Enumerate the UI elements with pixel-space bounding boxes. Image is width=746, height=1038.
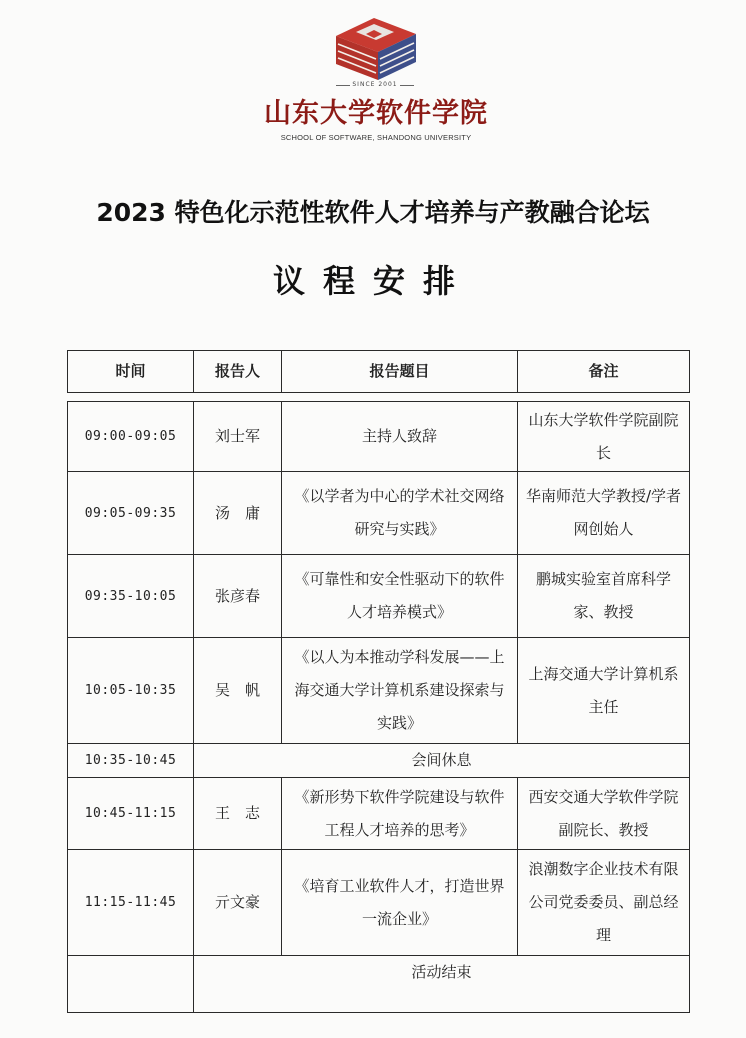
since-label: SINCE 2001: [336, 80, 414, 90]
note-cell: 华南师范大学教授/学者网创始人: [518, 472, 690, 555]
topic-cell: 《培育工业软件人才，打造世界一流企业》: [282, 850, 518, 956]
school-building-logo-icon: [330, 14, 420, 86]
table-row-end: [68, 956, 690, 1013]
topic-cell: 《新形势下软件学院建设与软件工程人才培养的思考》: [282, 778, 518, 850]
table-row: [68, 850, 690, 956]
topic-cell: 《以人为本推动学科发展——上海交通大学计算机系建设探索与实践》: [282, 638, 518, 744]
table-row-break: [68, 744, 690, 778]
speaker-cell: 刘士军: [194, 402, 282, 472]
speaker-cell: 王 志: [194, 778, 282, 850]
document-title: 2023 特色化示范性软件人才培养与产教融合论坛: [96, 198, 650, 227]
note-cell: 山东大学软件学院副院长: [518, 402, 690, 472]
time-cell: 09:05-09:35: [68, 472, 194, 555]
table-row: [68, 472, 690, 555]
header-time: 时间: [68, 351, 194, 393]
time-cell: 10:45-11:15: [68, 778, 194, 850]
speaker-cell: 张彦春: [194, 555, 282, 638]
school-name-cn: 山东大学软件学院: [264, 98, 488, 129]
speaker-cell: 汤 庸: [194, 472, 282, 555]
header-note: 备注: [518, 351, 690, 393]
topic-cell: 《以学者为中心的学术社交网络研究与实践》: [282, 472, 518, 555]
table-row: [68, 555, 690, 638]
school-name-en: SCHOOL OF SOFTWARE, SHANDONG UNIVERSITY: [280, 133, 472, 142]
table-row: [68, 778, 690, 850]
time-cell: 09:35-10:05: [68, 555, 194, 638]
note-cell: 鹏城实验室首席科学家、教授: [518, 555, 690, 638]
table-row: [68, 638, 690, 744]
table-row: [68, 402, 690, 472]
time-cell: 10:05-10:35: [68, 638, 194, 744]
speaker-cell: 吴 帆: [194, 638, 282, 744]
break-cell: 会间休息: [194, 744, 690, 778]
time-cell: 10:35-10:45: [68, 744, 194, 778]
header-speaker: 报告人: [194, 351, 282, 393]
speaker-cell: 亓文豪: [194, 850, 282, 956]
time-cell: 11:15-11:45: [68, 850, 194, 956]
topic-cell: 主持人致辞: [282, 402, 518, 472]
document-subtitle: 议程安排: [272, 262, 473, 300]
note-cell: 浪潮数字企业技术有限公司党委委员、副总经理: [518, 850, 690, 956]
note-cell: 上海交通大学计算机系主任: [518, 638, 690, 744]
time-cell: 09:00-09:05: [68, 402, 194, 472]
time-cell: [68, 956, 194, 1013]
topic-cell: 《可靠性和安全性驱动下的软件人才培养模式》: [282, 555, 518, 638]
agenda-table: [67, 350, 690, 1013]
note-cell: 西安交通大学软件学院副院长、教授: [518, 778, 690, 850]
end-cell: 活动结束: [194, 956, 690, 1013]
header-topic: 报告题目: [282, 351, 518, 393]
